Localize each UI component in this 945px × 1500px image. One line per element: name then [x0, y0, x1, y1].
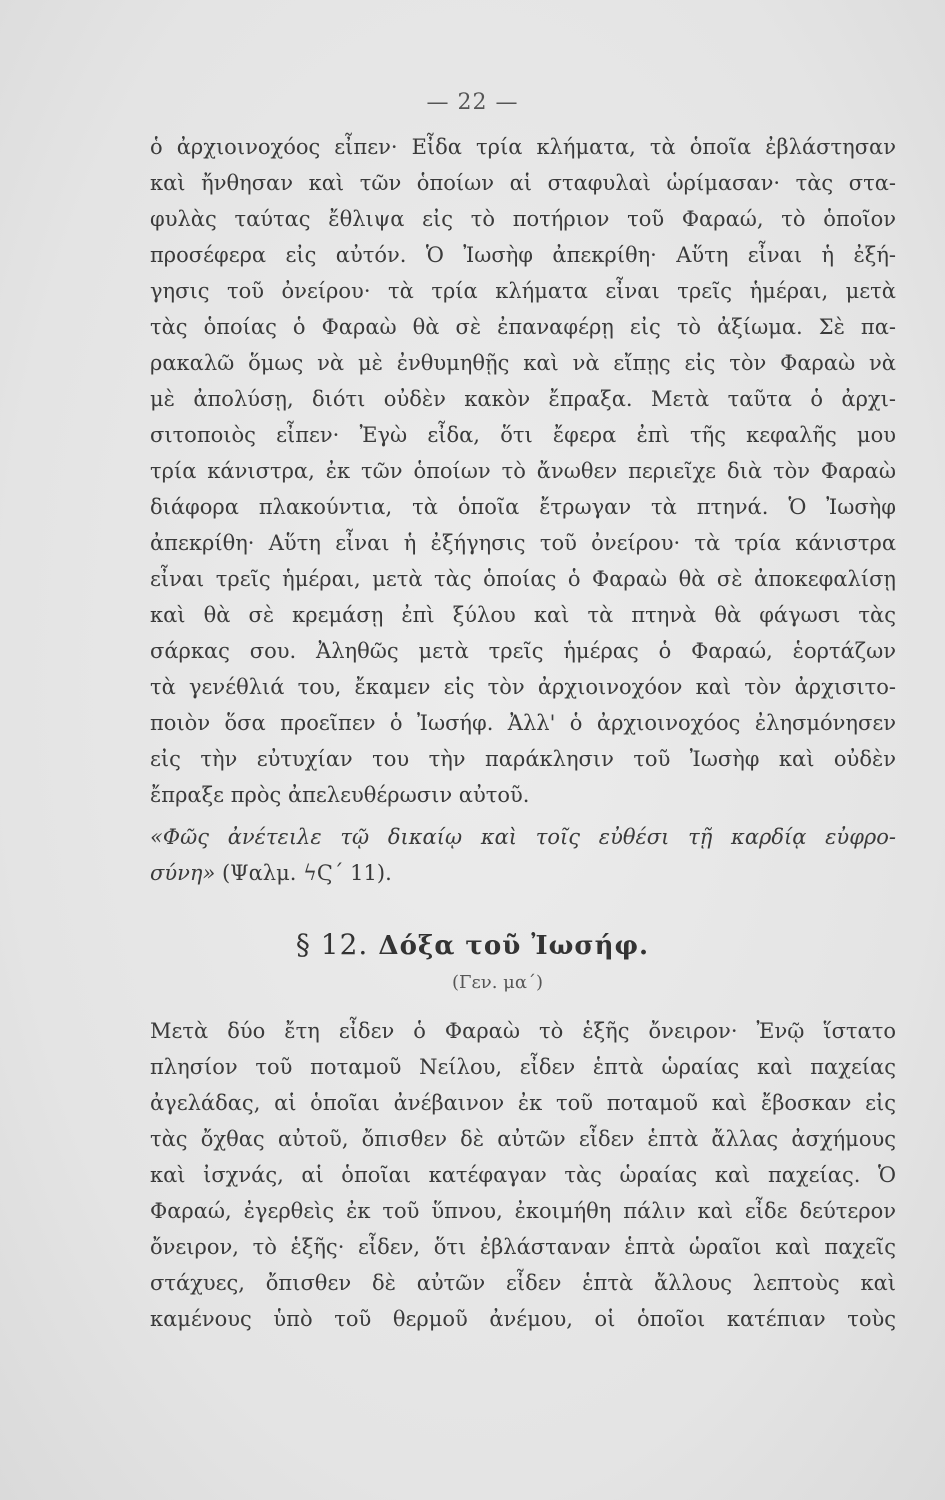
text-line: καὶ θὰ σὲ κρεμάσῃ ἐπὶ ξύλου καὶ τὰ πτηνὰ θὰ φάγωσι τὰς	[150, 603, 896, 627]
text-line: γησις τοῦ ὀνείρου· τὰ τρία κλήματα εἶναι τρεῖς ἡμέραι, μετὰ	[150, 279, 896, 303]
text-line: καὶ ἰσχνάς, αἱ ὁποῖαι κατέφαγαν τὰς ὡραίας καὶ παχείας. Ὁ	[150, 1163, 896, 1187]
text-line: σιτοποιὸς εἶπεν· Ἐγὼ εἶδα, ὅτι ἔφερα ἐπὶ τῆς κεφαλῆς μου	[150, 423, 896, 447]
text-line: τὰς ὄχθας αὐτοῦ, ὄπισθεν δὲ αὐτῶν εἶδεν ἑπτὰ ἄλλας ἀσχήμους	[150, 1127, 896, 1151]
quote-reference: (Ψαλμ. ϟϚ´ 11).	[215, 861, 392, 885]
text-line: τὰς ὁποίας ὁ Φαραὼ θὰ σὲ ἐπαναφέρῃ εἰς τὸ ἀξίωμα. Σὲ πα-	[150, 315, 896, 339]
section-reference: (Γεν. μα´)	[451, 972, 544, 993]
text-line: καμένους ὑπὸ τοῦ θερμοῦ ἀνέμου, οἱ ὁποῖοι κατέπιαν τοὺς	[150, 1307, 896, 1331]
text-line: ἀγελάδας, αἱ ὁποῖαι ἀνέβαινον ἐκ τοῦ ποταμοῦ καὶ ἔβοσκαν εἰς	[150, 1091, 896, 1115]
page-number: — 22 —	[426, 90, 519, 115]
quote-end: σύνη»	[150, 861, 216, 885]
text-line: καὶ ἤνθησαν καὶ τῶν ὁποίων αἱ σταφυλαὶ ὡρίμασαν· τὰς στα-	[150, 171, 896, 195]
text-line: μὲ ἀπολύσῃ, διότι οὐδὲν κακὸν ἔπραξα. Μετὰ ταῦτα ὁ ἀρχι-	[150, 387, 896, 411]
section-number: § 12.	[295, 928, 369, 961]
text-line: τρία κάνιστρα, ἐκ τῶν ὁποίων τὸ ἄνωθεν περιεῖχε διὰ τὸν Φαραὼ	[150, 459, 896, 483]
text-line: διάφορα πλακούντια, τὰ ὁποῖα ἔτρωγαν τὰ πτηνά. Ὁ Ἰωσὴφ	[150, 495, 896, 519]
text-line: στάχυες, ὄπισθεν δὲ αὐτῶν εἶδεν ἑπτὰ ἄλλους λεπτοὺς καὶ	[150, 1271, 896, 1295]
text-line: ρακαλῶ ὅμως νὰ μὲ ἐνθυμηθῇς καὶ νὰ εἴπῃς εἰς τὸν Φαραὼ νὰ	[150, 351, 896, 375]
text-line: εἶναι τρεῖς ἡμέραι, μετὰ τὰς ὁποίας ὁ Φαραὼ θὰ σὲ ἀποκεφαλίσῃ	[150, 567, 896, 591]
text-line: προσέφερα εἰς αὐτόν. Ὁ Ἰωσὴφ ἀπεκρίθη· Αὕτη εἶναι ἡ ἐξή-	[150, 243, 896, 267]
text-line: πλησίον τοῦ ποταμοῦ Νείλου, εἶδεν ἑπτὰ ὡραίας καὶ παχείας	[150, 1055, 896, 1079]
text-line: ποιὸν ὅσα προεῖπεν ὁ Ἰωσήφ. Ἀλλ' ὁ ἀρχιοινοχόος ἐλησμόνησεν	[150, 711, 896, 735]
text-line: ἀπεκρίθη· Αὕτη εἶναι ἡ ἐξήγησις τοῦ ὀνείρου· τὰ τρία κάνιστρα	[150, 531, 896, 555]
text-line: ἔπραξε πρὸς ἀπελευθέρωσιν αὐτοῦ.	[150, 783, 530, 807]
text-line: Φαραώ, ἐγερθεὶς ἐκ τοῦ ὕπνου, ἐκοιμήθη πάλιν καὶ εἶδε δεύτερον	[150, 1199, 896, 1223]
text-line: φυλὰς ταύτας ἔθλιψα εἰς τὸ ποτήριον τοῦ Φαραώ, τὸ ὁποῖον	[150, 207, 896, 231]
section-heading	[0, 928, 945, 961]
quote-line	[150, 858, 896, 888]
text-line: σάρκας σου. Ἀληθῶς μετὰ τρεῖς ἡμέρας ὁ Φαραώ, ἑορτάζων	[150, 639, 896, 663]
quote-line: «Φῶς ἀνέτειλε τῷ δικαίῳ καὶ τοῖς εὐθέσι τῇ καρδίᾳ εὐφρο-	[150, 825, 896, 849]
text-line: τὰ γενέθλιά του, ἔκαμεν εἰς τὸν ἀρχιοινοχόον καὶ τὸν ἀρχισιτο-	[150, 675, 896, 699]
text-line: ὁ ἀρχιοινοχόος εἶπεν· Εἶδα τρία κλήματα, τὰ ὁποῖα ἐβλάστησαν	[150, 135, 896, 159]
section-title: Δόξα τοῦ Ἰωσήφ.	[378, 931, 650, 961]
text-line: εἰς τὴν εὐτυχίαν του τὴν παράκλησιν τοῦ Ἰωσὴφ καὶ οὐδὲν	[150, 747, 896, 771]
text-line: Μετὰ δύο ἔτη εἶδεν ὁ Φαραὼ τὸ ἑξῆς ὄνειρον· Ἐνῷ ἵστατο	[150, 1019, 896, 1043]
text-line: ὄνειρον, τὸ ἑξῆς· εἶδεν, ὅτι ἐβλάσταναν ἑπτὰ ὡραῖοι καὶ παχεῖς	[150, 1235, 896, 1259]
